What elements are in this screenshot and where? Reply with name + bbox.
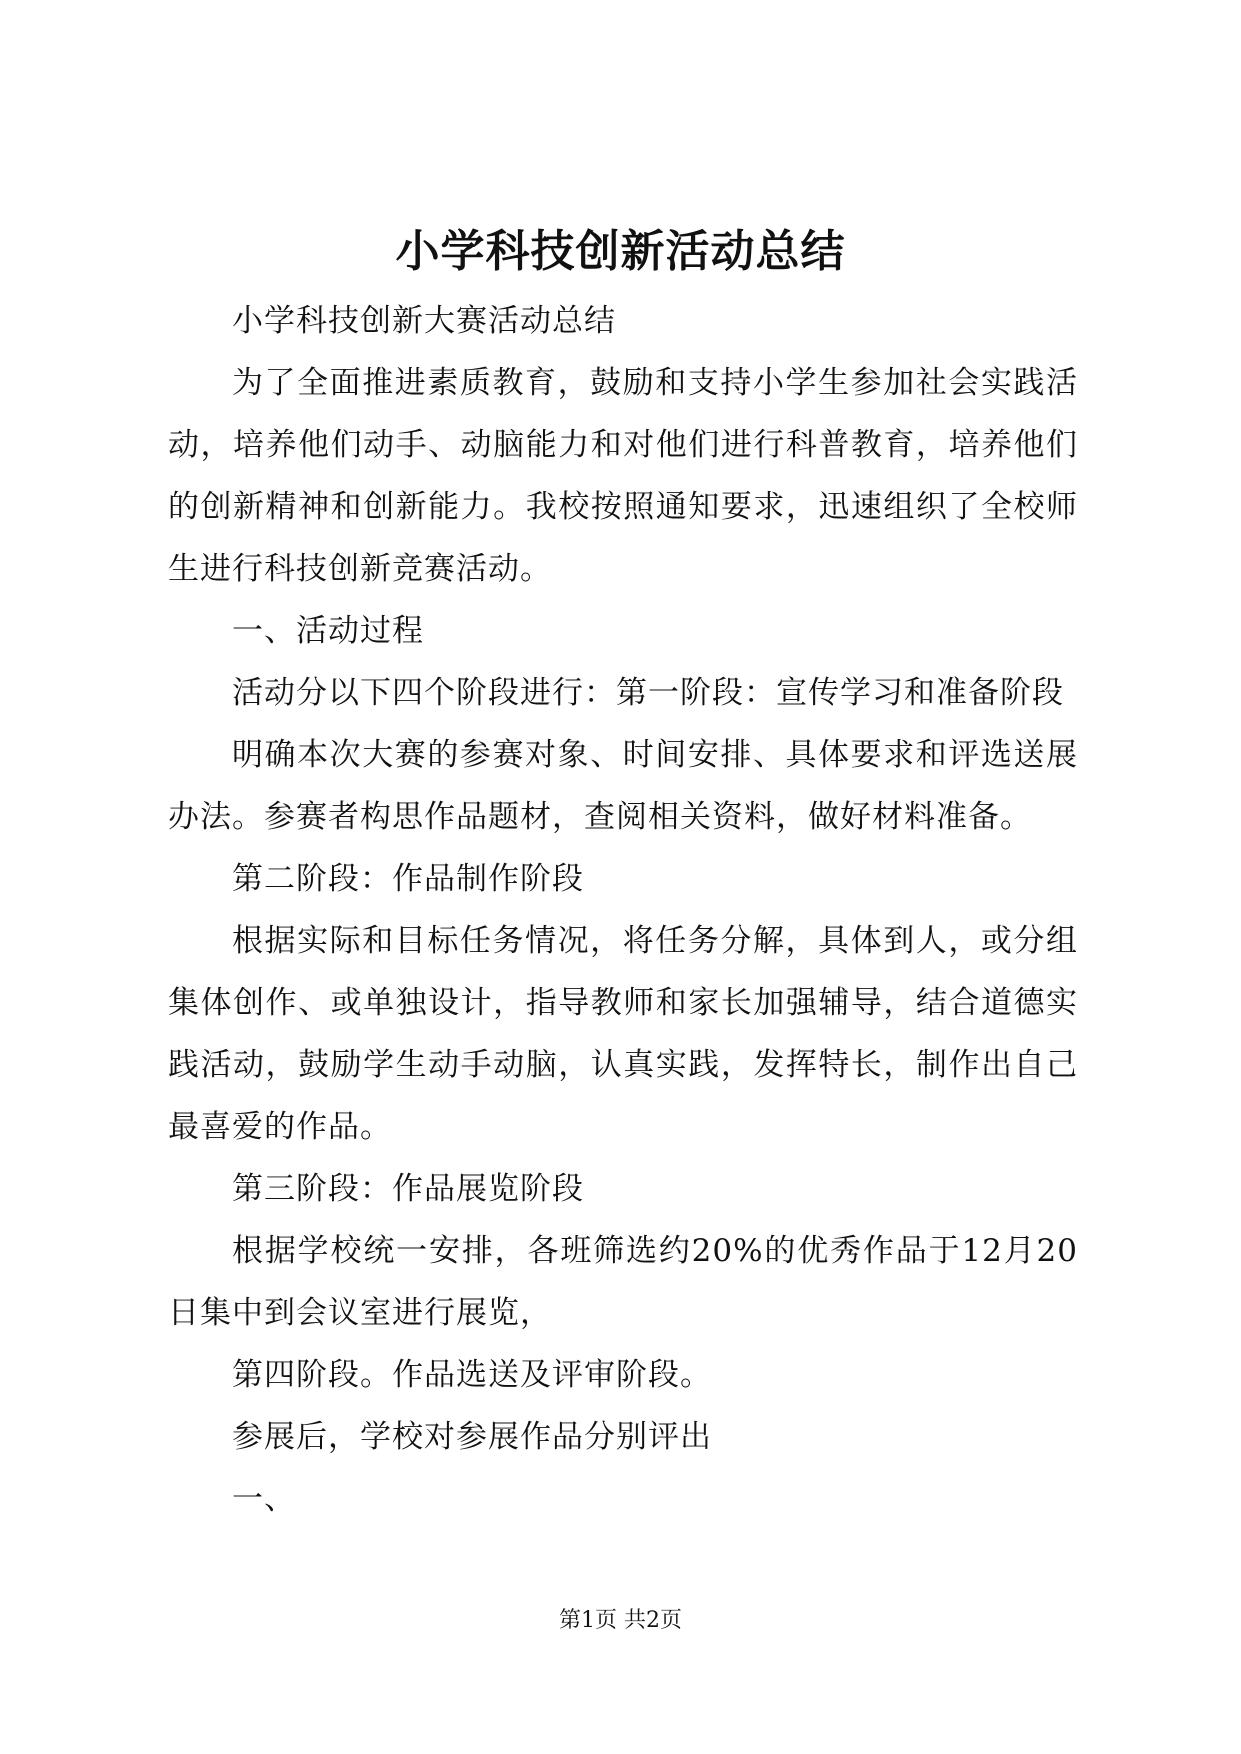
paragraph-stage-1-heading: 活动分以下四个阶段进行：第一阶段：宣传学习和准备阶段 xyxy=(232,675,1064,711)
document-title: 小学科技创新活动总结 xyxy=(395,226,846,277)
paragraph-stage-2-detail: 根据实际和目标任务情况，将任务分解，具体到人，或分组集体创作、或单独设计，指导教师和家长加强辅导，结合道德实践活动，鼓励学生动手动脑，认真实践，发挥特长，制作出自己最喜爱的作品。 xyxy=(168,923,1078,1145)
paragraph-stage-4-heading: 第四阶段。作品选送及评审阶段。 xyxy=(232,1357,712,1393)
document-body xyxy=(168,290,1078,1530)
paragraph-intro: 为了全面推进素质教育，鼓励和支持小学生参加社会实践活动，培养他们动手、动脑能力和对他们进行科普教育，培养他们的创新精神和创新能力。我校按照通知要求，迅速组织了全校师生进行科技创新竞赛活动。 xyxy=(168,365,1078,587)
paragraph-subtitle: 小学科技创新大赛活动总结 xyxy=(232,303,616,339)
paragraph-stage-1-detail: 明确本次大赛的参赛对象、时间安排、具体要求和评选送展办法。参赛者构思作品题材，查阅相关资料，做好材料准备。 xyxy=(168,737,1078,835)
paragraph-evaluation: 参展后，学校对参展作品分别评出 xyxy=(232,1419,712,1455)
page-number: 第1页 xyxy=(559,1608,617,1633)
page-total: 共2页 xyxy=(624,1608,682,1633)
paragraph-stage-3-detail: 根据学校统一安排，各班筛选约20%的优秀作品于12月20日集中到会议室进行展览， xyxy=(168,1233,1078,1331)
paragraph-stage-3-heading: 第三阶段：作品展览阶段 xyxy=(232,1171,584,1207)
section-heading-process: 一、活动过程 xyxy=(232,613,424,649)
paragraph-stage-2-heading: 第二阶段：作品制作阶段 xyxy=(232,861,584,897)
page-footer xyxy=(0,1606,1241,1636)
paragraph-list-start: 一、 xyxy=(232,1481,296,1517)
